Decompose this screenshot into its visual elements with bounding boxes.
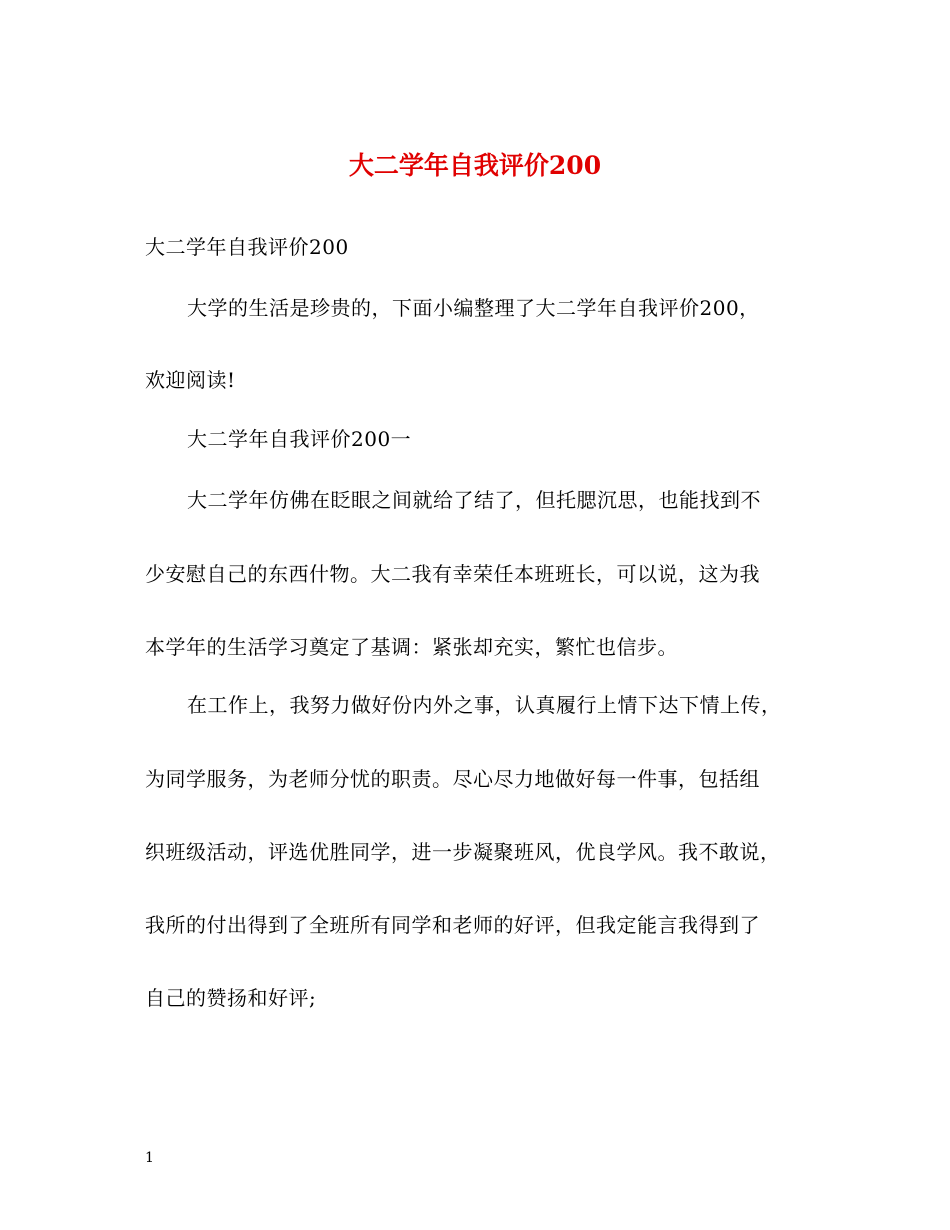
paragraph-line: 自己的赞扬和好评; (145, 986, 317, 1010)
paragraph-line: 大二学年仿佛在眨眼之间就给了结了，但托腮沉思，也能找到不 (187, 488, 761, 512)
paragraph-line: 欢迎阅读! (145, 368, 236, 392)
section-heading: 大二学年自我评价200一 (187, 427, 412, 451)
paragraph-line: 为同学服务，为老师分忧的职责。尽心尽力地做好每一件事，包括组 (145, 767, 760, 791)
paragraph-line: 少安慰自己的东西什物。大二我有幸荣任本班班长，可以说，这为我 (145, 562, 760, 586)
page-number: 1 (145, 1150, 154, 1166)
paragraph-line: 织班级活动，评选优胜同学，进一步凝聚班风，优良学风。我不敢说， (145, 840, 781, 864)
paragraph-line: 大学的生活是珍贵的，下面小编整理了大二学年自我评价200， (187, 296, 760, 320)
paragraph-line: 本学年的生活学习奠定了基调：紧张却充实，繁忙也信步。 (145, 635, 678, 659)
document-title: 大二学年自我评价200 (348, 151, 602, 180)
paragraph-line: 我所的付出得到了全班所有同学和老师的好评，但我定能言我得到了 (145, 913, 760, 937)
paragraph-line: 在工作上，我努力做好份内外之事，认真履行上情下达下情上传， (187, 693, 782, 717)
subtitle-line: 大二学年自我评价200 (145, 235, 349, 259)
